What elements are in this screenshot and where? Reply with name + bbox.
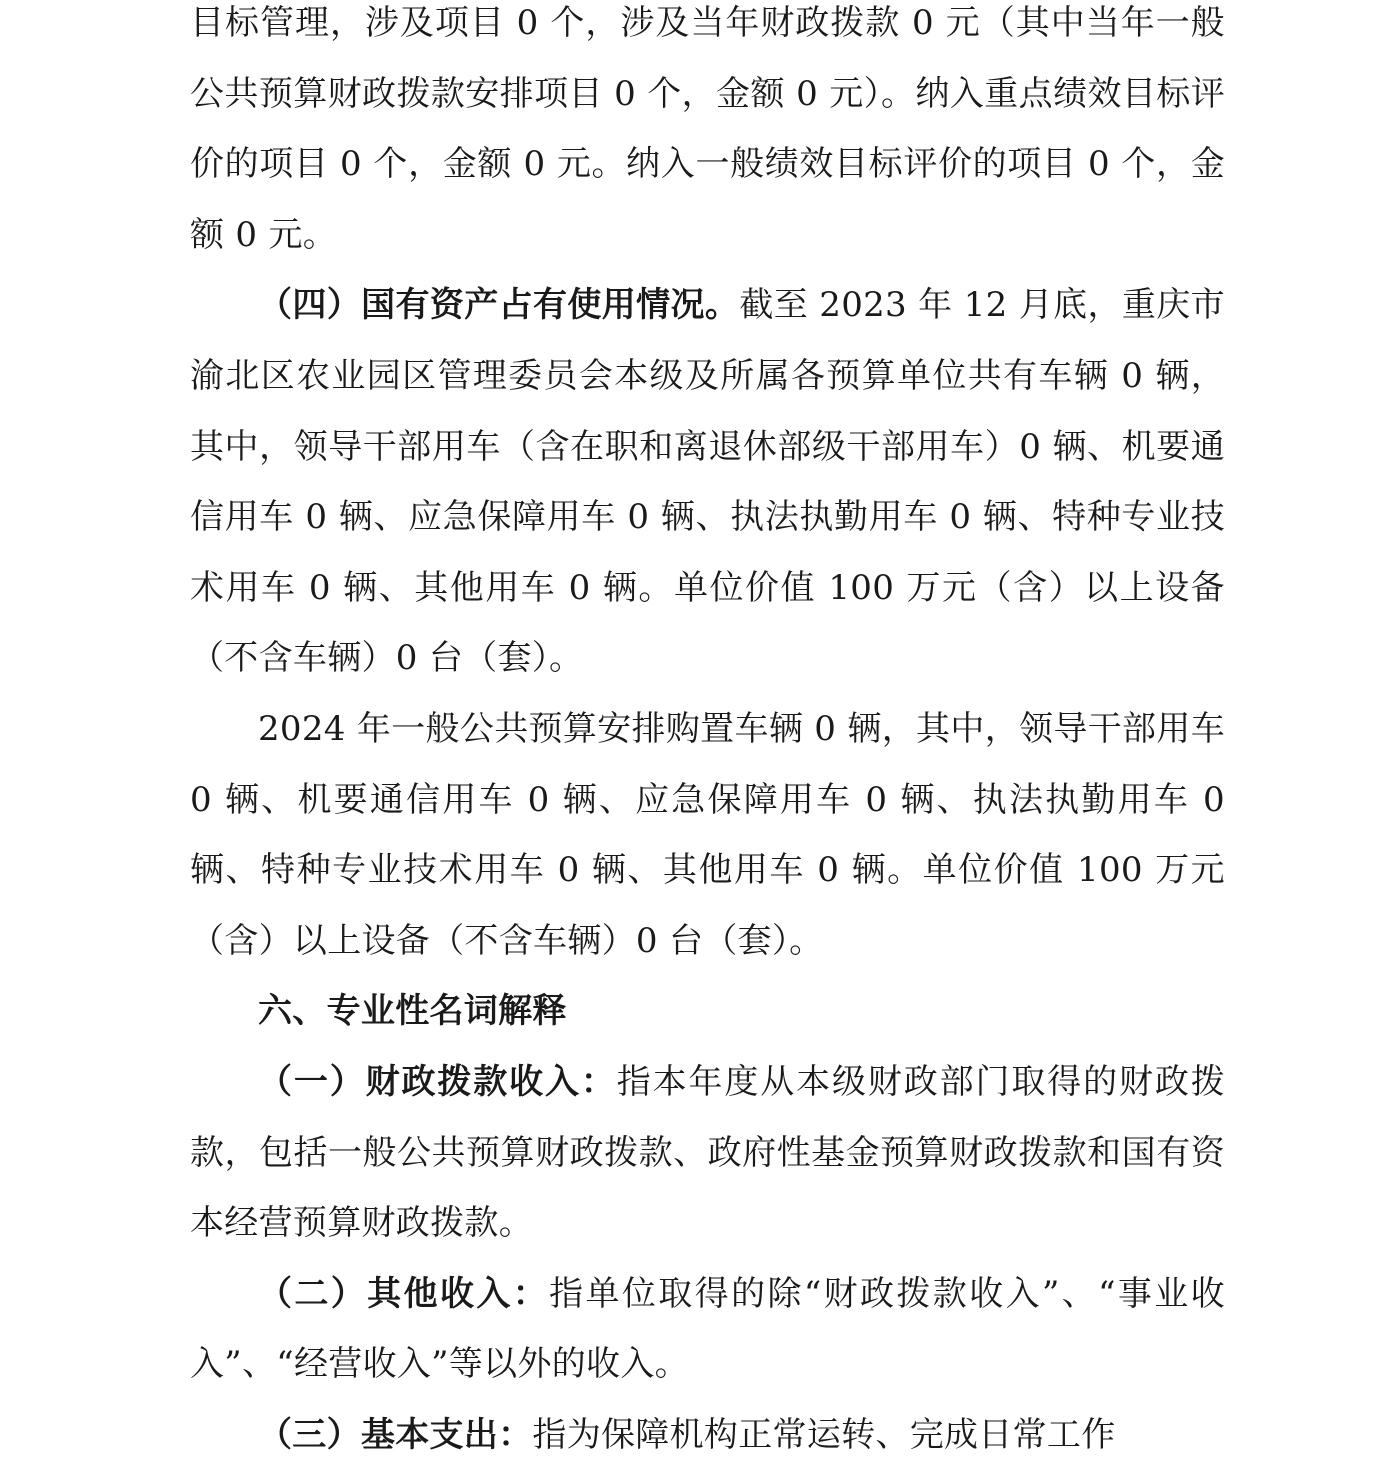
paragraph-text: 2024 年一般公共预算安排购置车辆 0 辆，其中，领导干部用车 0 辆、机要通信用车 0 辆、应急保障用车 0 辆、执法执勤用车 0 辆、特种专业技术用车 0 辆、其他用车 0 辆。单位价值 100 万元（含）以上设备（不含车辆）0 台（套）。 — [190, 708, 1225, 961]
paragraph-text: 目标管理，涉及项目 0 个，涉及当年财政拨款 0 元（其中当年一般公共预算财政拨款安排项目 0 个，金额 0 元）。纳入重点绩效目标评价的项目 0 个，金额 0 元。纳入一般绩效目标评价的项目 0 个，金额 0 元。 — [190, 3, 1225, 255]
paragraph-lead: （四）国有资产占有使用情况。 — [258, 285, 740, 326]
paragraph-lead: （二）其他收入： — [258, 1273, 550, 1314]
paragraph-text: 指为保障机构正常运转、完成日常工作 — [532, 1414, 1116, 1455]
paragraph-basic-expenditure — [190, 1400, 1225, 1470]
paragraph-lead: （三）基本支出： — [258, 1414, 533, 1455]
paragraph-other-income — [190, 1259, 1225, 1400]
document-page — [190, 0, 1225, 1470]
paragraph-vehicle-purchase — [190, 694, 1225, 976]
paragraph-text: 截至 2023 年 12 月底，重庆市渝北区农业园区管理委员会本级及所属各预算单位共有车辆 0 辆，其中，领导干部用车（含在职和离退休部级干部用车）0 辆、机要通信用车 0 辆、应急保障用车 0 辆、执法执勤用车 0 辆、特种专业技术用车 0 辆、其他用车 0 辆。单位价值 100 万元（含）以上设备（不含车辆）0 台（套）。 — [190, 285, 1225, 679]
paragraph-fiscal-income — [190, 1047, 1225, 1259]
paragraph-lead: （一）财政拨款收入： — [258, 1061, 617, 1102]
paragraph-text: 指本年度从本级财政部门取得的财政拨款，包括一般公共预算财政拨款、政府性基金预算财政拨款和国有资本经营预算财政拨款。 — [190, 1061, 1225, 1244]
paragraph-text: 指单位取得的除“财政拨款收入”、“事业收入”、“经营收入”等以外的收入。 — [190, 1273, 1225, 1385]
paragraph-performance-targets — [190, 0, 1225, 270]
paragraph-state-assets — [190, 270, 1225, 694]
section-heading: 六、专业性名词解释 — [258, 991, 567, 1032]
